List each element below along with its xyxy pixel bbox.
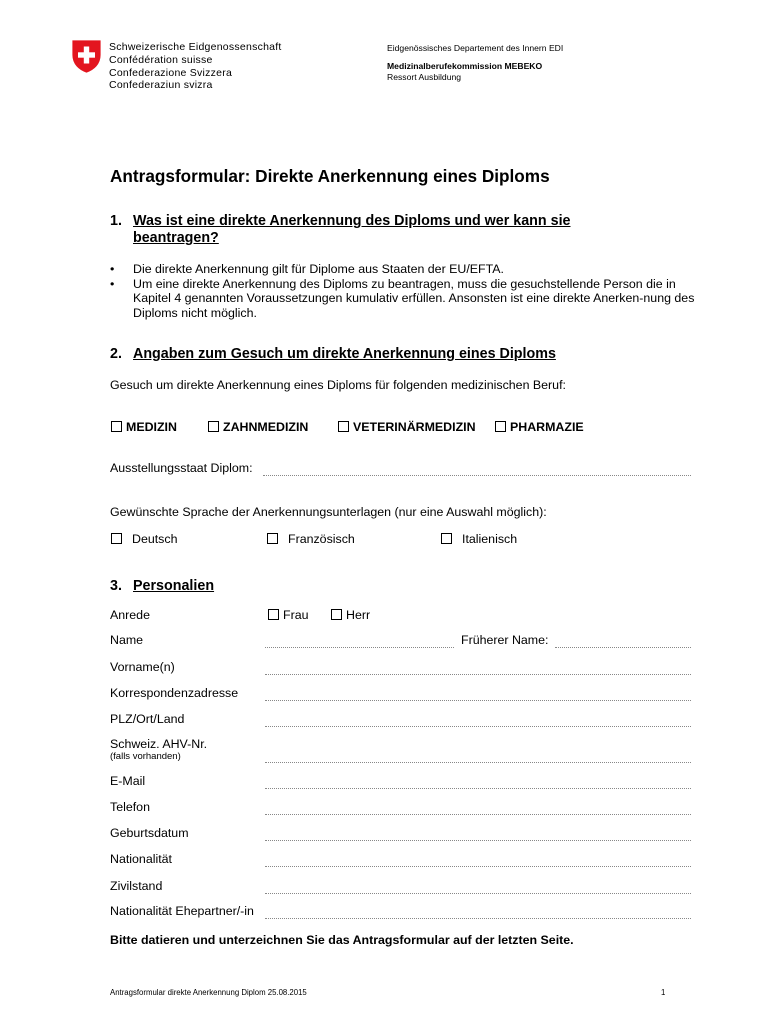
geburtsdatum-label: Geburtsdatum (110, 826, 189, 840)
federal-name-it: Confederazione Svizzera (109, 66, 233, 79)
checkbox-icon[interactable] (267, 533, 278, 544)
nationalitaet-label: Nationalität (110, 852, 172, 866)
adresse-field[interactable] (265, 700, 691, 701)
email-field[interactable] (265, 788, 691, 789)
checkbox-icon[interactable] (495, 421, 506, 432)
page-title: Antragsformular: Direkte Anerkennung eines Diploms (110, 166, 550, 186)
section1-heading (110, 213, 571, 247)
ahv-label: Schweiz. AHV-Nr. (110, 737, 208, 751)
salutation-label: Anrede (110, 608, 150, 622)
checkbox-icon[interactable] (111, 421, 122, 432)
federal-name-rm: Confederaziun svizra (109, 79, 213, 92)
vorname-label: Vorname(n) (110, 660, 175, 674)
checkbox-icon[interactable] (111, 533, 122, 544)
signature-note: Bitte datieren und unterzeichnen Sie das Antragsformular auf der letzten Seite. (110, 933, 574, 947)
plz-label: PLZ/Ort/Land (110, 712, 185, 726)
section2-heading (110, 346, 556, 362)
department-block (387, 43, 563, 83)
commission-name: Medizinalberufekommission MEBEKO (387, 61, 543, 71)
adresse-label: Korrespondenzadresse (110, 686, 239, 700)
name-field[interactable] (265, 647, 454, 648)
profession-pharmazie[interactable]: PHARMAZIE (495, 420, 584, 434)
nationalitaet-field[interactable] (265, 866, 691, 867)
salutation-frau[interactable]: Frau (268, 608, 308, 622)
country-label: Ausstellungsstaat Diplom: (110, 461, 253, 475)
section1-heading-line2: beantragen? (133, 230, 219, 246)
profession-veterinaermedizin[interactable]: VETERINÄRMEDIZIN (338, 420, 476, 434)
checkbox-icon[interactable] (268, 609, 279, 620)
ahv-note: (falls vorhanden) (110, 751, 181, 762)
federal-name-de: Schweizerische Eidgenossenschaft (109, 41, 282, 53)
ahv-field[interactable] (265, 762, 691, 763)
federal-name-fr: Confédération suisse (109, 53, 213, 66)
telefon-label: Telefon (110, 800, 150, 814)
section1-heading-line1: Was ist eine direkte Anerkennung des Diploms und wer kann sie (133, 213, 571, 229)
vorname-field[interactable] (265, 674, 691, 675)
department-name: Eidgenössisches Departement des Innern EDI (387, 43, 564, 53)
partner-field[interactable] (265, 918, 691, 919)
list-item: • Die direkte Anerkennung gilt für Diplome aus Staaten der EU/EFTA. (110, 262, 504, 276)
section2-intro: Gesuch um direkte Anerkennung eines Diploms für folgenden medizinischen Beruf: (110, 378, 566, 392)
country-field[interactable] (263, 475, 691, 476)
section3-heading-text: Personalien (133, 578, 215, 594)
swiss-crest-icon (72, 40, 101, 73)
zivilstand-field[interactable] (265, 893, 691, 894)
section1-number: 1. (110, 213, 122, 229)
footer-doc-name: Antragsformular direkte Anerkennung Diplom 25.08.2015 (110, 988, 307, 997)
profession-zahnmedizin[interactable]: ZAHNMEDIZIN (208, 420, 308, 434)
language-franzoesisch[interactable]: Französisch (267, 532, 355, 546)
page-number: 1 (661, 988, 666, 997)
checkbox-icon[interactable] (441, 533, 452, 544)
language-label: Gewünschte Sprache der Anerkennungsunterlagen (nur eine Auswahl möglich): (110, 505, 547, 519)
language-deutsch[interactable]: Deutsch (111, 532, 177, 546)
checkbox-icon[interactable] (331, 609, 342, 620)
list-item: • Um eine direkte Anerkennung des Diploms zu beantragen, muss die gesuchstellende Person die in Kapitel 4 genannten Voraussetzungen kumulativ erfüllen. Ansonsten ist eine direkte Anerken-nung des Diploms nicht möglich. (110, 276, 695, 320)
email-label: E-Mail (110, 774, 146, 788)
section3-number: 3. (110, 578, 122, 594)
checkbox-icon[interactable] (338, 421, 349, 432)
checkbox-icon[interactable] (208, 421, 219, 432)
former-name-field[interactable] (555, 647, 691, 648)
zivilstand-label: Zivilstand (110, 879, 163, 893)
profession-medizin[interactable]: MEDIZIN (111, 420, 177, 434)
section2-heading-text: Angaben zum Gesuch um direkte Anerkennung eines Diploms (133, 346, 556, 362)
name-label: Name (110, 633, 144, 647)
partner-label: Nationalität Ehepartner/-in (110, 904, 254, 918)
former-name-label: Früherer Name: (461, 633, 549, 647)
geburtsdatum-field[interactable] (265, 840, 691, 841)
federal-names (109, 41, 282, 92)
telefon-field[interactable] (265, 814, 691, 815)
section2-number: 2. (110, 346, 122, 362)
section3-heading (110, 578, 214, 594)
unit-name: Ressort Ausbildung (387, 72, 462, 82)
salutation-herr[interactable]: Herr (331, 608, 370, 622)
language-italienisch[interactable]: Italienisch (441, 532, 517, 546)
section1-bullets (110, 262, 700, 320)
plz-field[interactable] (265, 726, 691, 727)
